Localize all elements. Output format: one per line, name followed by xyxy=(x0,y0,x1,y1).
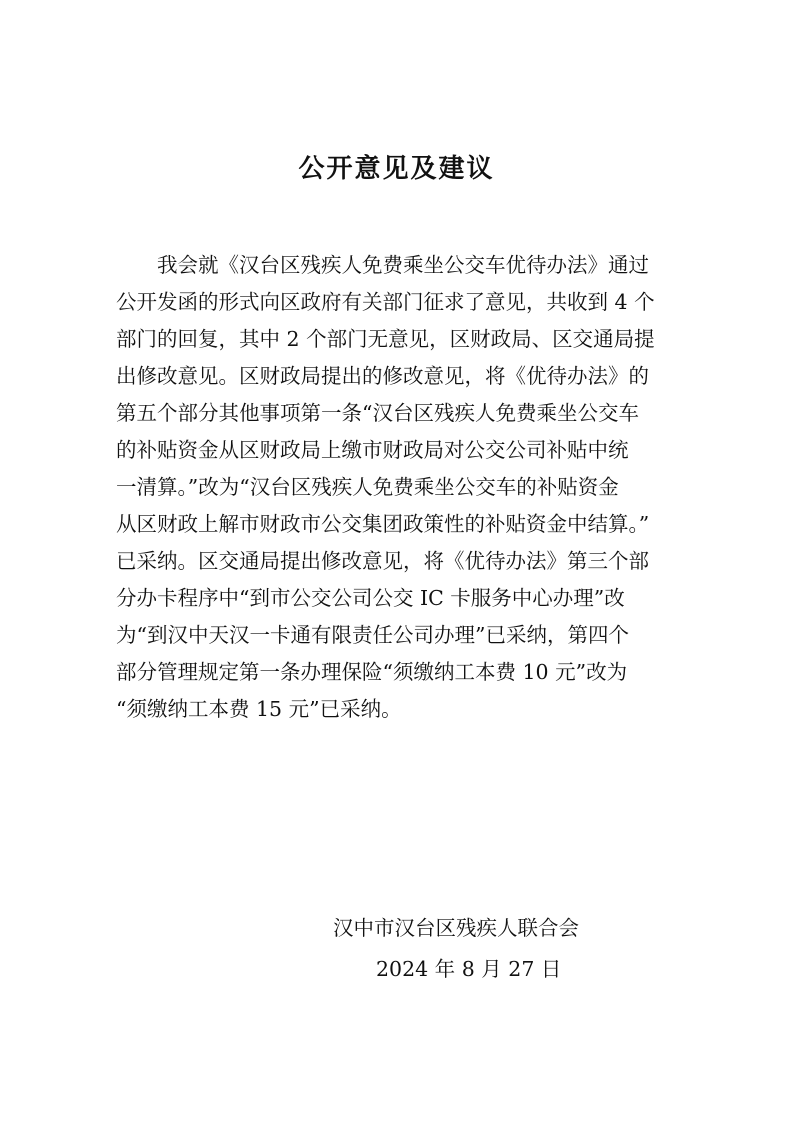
paragraph-line: 公开发函的形式向区政府有关部门征求了意见，共收到 4 个 xyxy=(116,290,655,314)
paragraph-line: 部分管理规定第一条办理保险“须缴纳工本费 10 元”改为 xyxy=(116,660,628,684)
paragraph-line: 为“到汉中天汉一卡通有限责任公司办理”已采纳，第四个 xyxy=(116,623,629,647)
paragraph-line: 分办卡程序中“到市公交公司公交 IC 卡服务中心办理”改 xyxy=(116,586,625,610)
signature-organization: 汉中市汉台区残疾人联合会 xyxy=(333,916,579,940)
paragraph-line: 一清算。”改为“汉台区残疾人免费乘坐公交车的补贴资金 xyxy=(116,475,619,499)
document-body xyxy=(116,247,688,728)
signature-date: 2024 年 8 月 27 日 xyxy=(376,957,562,981)
paragraph-line: “须缴纳工本费 15 元”已采纳。 xyxy=(116,697,402,721)
document-title: 公开意见及建议 xyxy=(298,154,495,184)
paragraph-line: 已采纳。区交通局提出修改意见，将《优待办法》第三个部 xyxy=(116,549,649,573)
paragraph-line: 我会就《汉台区残疾人免费乘坐公交车优待办法》通过 xyxy=(157,253,649,277)
paragraph-line: 从区财政上解市财政市公交集团政策性的补贴资金中结算。” xyxy=(116,512,650,536)
paragraph-line: 第五个部分其他事项第一条“汉台区残疾人免费乘坐公交车 xyxy=(116,401,639,425)
signature-block xyxy=(330,910,610,988)
paragraph-line: 出修改意见。区财政局提出的修改意见，将《优待办法》的 xyxy=(116,364,649,388)
paragraph-line: 的补贴资金从区财政局上缴市财政局对公交公司补贴中统 xyxy=(116,438,629,462)
paragraph-line: 部门的回复，其中 2 个部门无意见，区财政局、区交通局提 xyxy=(116,327,655,351)
